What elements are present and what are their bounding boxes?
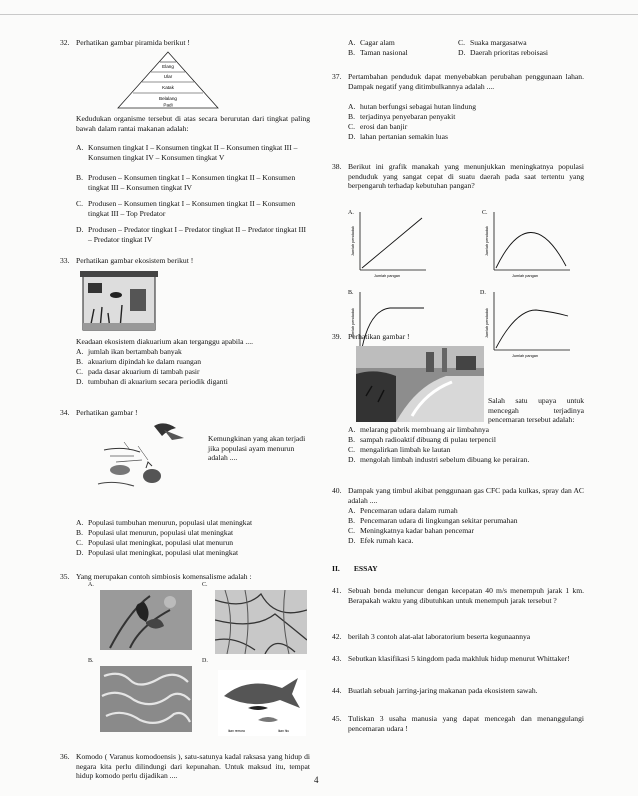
- question-side-text: Salah satu upaya untuk mencegah terjadinya pencemaran tersebut adalah:: [488, 396, 584, 425]
- question-text: Buatlah sebuah jarring-jaring makanan pada ekosistem sawah.: [348, 686, 538, 695]
- question-number: 40.: [332, 486, 342, 495]
- question-41: [332, 586, 584, 620]
- pyramid-level-4: Belalang: [159, 96, 177, 101]
- question-44: [332, 686, 584, 700]
- question-text: berilah 3 contoh alat-alat laboratorium beserta kegunaannya: [348, 632, 531, 641]
- page-number: 4: [314, 775, 319, 785]
- polluted-river-photo: [356, 346, 484, 422]
- question-text: Perhatikan gambar !: [348, 332, 410, 341]
- question-number: 37.: [332, 72, 342, 81]
- question-36-options: A. Cagar alam C. Suaka margasatwa B. Taman nasional D. Daerah prioritas reboisasi: [348, 38, 549, 57]
- image-label-c: C.: [202, 582, 208, 588]
- question-text: Perhatikan gambar ekosistem berikut !: [76, 256, 194, 265]
- worms-photo: [100, 666, 192, 732]
- question-text: Perhatikan gambar piramida berikut !: [76, 38, 190, 47]
- question-text: Sebutkan klasifikasi 5 kingdom pada makhluk hidup menurut Whittaker!: [348, 654, 570, 663]
- question-33: 33. Perhatikan gambar ekosistem berikut ! Keadaan ekosistem diakuarium akan terganggu apabila .... A. jumlah ikan bertambah banyak B. akuarium dipindah ke dalam ruangan C. pada dasar akuarium di tambah pasir D. tumbuhan di akuarium secara periodik diganti: [60, 256, 310, 426]
- question-number: 32.: [60, 38, 70, 47]
- butterfly-photo: [100, 590, 192, 650]
- graph-c-ylabel: Jumlah penduduk: [485, 226, 489, 256]
- question-number: 33.: [60, 256, 70, 265]
- graph-d-xlabel: Jumlah pangan: [512, 354, 538, 358]
- question-36: [60, 752, 310, 802]
- question-text: Perhatikan gambar !: [76, 408, 138, 417]
- question-34: 34. Perhatikan gambar ! Kemungkinan yang akan terjadi jika populasi ayam menurun adalah .... A. Populasi tumbuhan menurun, populasi ulat meningkat B. Populasi ulat menurun, populasi ulat meningkat C. Populasi ulat meningkat, populasi ulat menurun D. Populasi ulat meningkat, populasi ulat meningkat: [60, 408, 310, 568]
- question-text: Sebuah benda meluncur dengan kecepatan 40 m/s menempuh jarak 1 km. Berapakah waktu yang dibutuhkan untuk menempuh jarak tersebut ?: [348, 586, 584, 605]
- question-39: 39. Perhatikan gambar ! Salah satu upaya untuk mencegah terjadinya pencemaran tersebut adalah: A. melarang pabrik membuang air limbahnya B. sampah radioaktif dibuang di pulau terpencil C. mengalirkan limbah ke lautan D. mengolah limbah industri sebelum dibuang ke perairan.: [332, 332, 584, 464]
- question-42: [332, 632, 584, 646]
- question-number: 39.: [332, 332, 342, 341]
- graph-a-label: A.: [348, 210, 354, 216]
- question-text: Berikut ini grafik manakah yang menunjukkan meningkatnya populasi penduduk yang sangat cepat di suatu daerah pada saat tertentu yang berpengaruh terhadap kebutuhan pangan?: [348, 162, 584, 191]
- question-number: 42.: [332, 632, 342, 641]
- shark-remora-illustration: [218, 670, 306, 736]
- pyramid-level-1: Elang: [162, 64, 174, 69]
- question-number: 44.: [332, 686, 342, 695]
- orchid-roots-photo: [215, 590, 307, 654]
- graph-c-label: C.: [482, 210, 488, 216]
- question-text: Tuliskan 3 usaha manusia yang dapat mencegah dan menanggulangi pencemaran udara !: [348, 714, 584, 733]
- question-40: 40. Dampak yang timbul akibat penggunaan gas CFC pada kulkas, spray dan AC adalah .... A. Pencemaran udara dalam rumah B. Pencemaran udara di lingkungan sekitar perumahan C. Meningkatnya kadar bahan pencemar D. Efek rumah kaca.: [332, 486, 584, 545]
- image-label-d: D.: [202, 658, 208, 664]
- image-caption-right: ikan hiu: [278, 729, 289, 733]
- question-43: [332, 654, 584, 678]
- aquarium-illustration: [80, 269, 160, 333]
- question-number: 43.: [332, 654, 342, 663]
- question-number: 45.: [332, 714, 342, 723]
- graph-b-label: B.: [348, 290, 354, 296]
- graph-d-label: D.: [480, 290, 486, 296]
- pyramid-level-2: Ular: [163, 74, 173, 79]
- food-pyramid-diagram: [116, 50, 220, 110]
- graph-a-ylabel: Jumlah penduduk: [351, 226, 355, 256]
- scan-edge-line: [0, 14, 638, 15]
- question-32: 32. Perhatikan gambar piramida berikut ! Elang Ular Katak Belalang Padi Kedudukan organisme tersebut di atas secara berurutan dari tingkat paling bawah dalam rantai makanan adalah: A. Konsumen tingkat I – Konsumen tingkat II – Konsumen tingkat III – Konsumen tingkat IV – Konsumen tingkat V B. Produsen – Konsumen tingkat I – Konsumen tingkat II – Konsumen tingkat III – Konsumen tingkat IV C. Produsen – Konsumen tingkat I – Konsumen tingkat II – Konsumen tingkat III – Top Predator D. Produsen – Predator tingkat I – Predator tingkat II – Predator tingkat III – Predator tingkat IV: [60, 38, 310, 244]
- question-text: Dampak yang timbul akibat penggunaan gas CFC pada kulkas, spray dan AC adalah ....: [348, 486, 584, 505]
- question-side-text: Kemungkinan yang akan terjadi jika populasi ayam menurun adalah ....: [208, 434, 306, 463]
- image-label-b: B.: [88, 658, 94, 664]
- image-label-a: A.: [88, 582, 94, 588]
- graph-c-xlabel: Jumlah pangan: [512, 274, 538, 278]
- question-stem: Keadaan ekosistem diakuarium akan terganggu apabila ....: [76, 337, 253, 346]
- graph-d-ylabel: Jumlah penduduk: [485, 308, 489, 338]
- question-45: [332, 714, 584, 740]
- question-number: 38.: [332, 162, 342, 171]
- question-number: 41.: [332, 586, 342, 595]
- food-web-drawing: [94, 420, 204, 492]
- question-stem: Kedudukan organisme tersebut di atas secara berurutan dari tingkat paling bawah dalam rantai makanan adalah:: [76, 114, 310, 133]
- question-text: Pertambahan penduduk dapat menyebabkan perubahan penggunaan lahan. Dampak negatif yang ditimbulkannya adalah ....: [348, 72, 584, 91]
- question-number: 36.: [60, 752, 70, 761]
- graph-a-xlabel: Jumlah pangan: [374, 274, 400, 278]
- pyramid-level-5: Padi: [163, 102, 173, 108]
- question-37: 37. Pertambahan penduduk dapat menyebabkan perubahan penggunaan lahan. Dampak negatif yang ditimbulkannya adalah .... A. hutan berfungsi sebagai hutan lindung B. terjadinya penyebaran penyakit C. erosi dan banjir D. lahan pertanian semakin luas: [332, 72, 584, 141]
- question-number: 34.: [60, 408, 70, 417]
- question-number: 35.: [60, 572, 70, 581]
- graph-b-ylabel: Jumlah penduduk: [351, 308, 355, 338]
- question-text: Komodo ( Varanus komodoensis ), satu-satunya kadal raksasa yang hidup di negara kita perlu dilindungi dari kepunahan. Untuk maksud itu, tempat hidup komodo perlu dijadikan ....: [76, 752, 310, 781]
- question-35: [60, 572, 310, 742]
- image-caption-left: ikan remora: [228, 729, 245, 733]
- pyramid-level-3: Katak: [162, 85, 174, 90]
- question-text: Yang merupakan contoh simbiosis komensalisme adalah :: [76, 572, 252, 581]
- essay-section-title: II. ESSAY: [332, 564, 378, 573]
